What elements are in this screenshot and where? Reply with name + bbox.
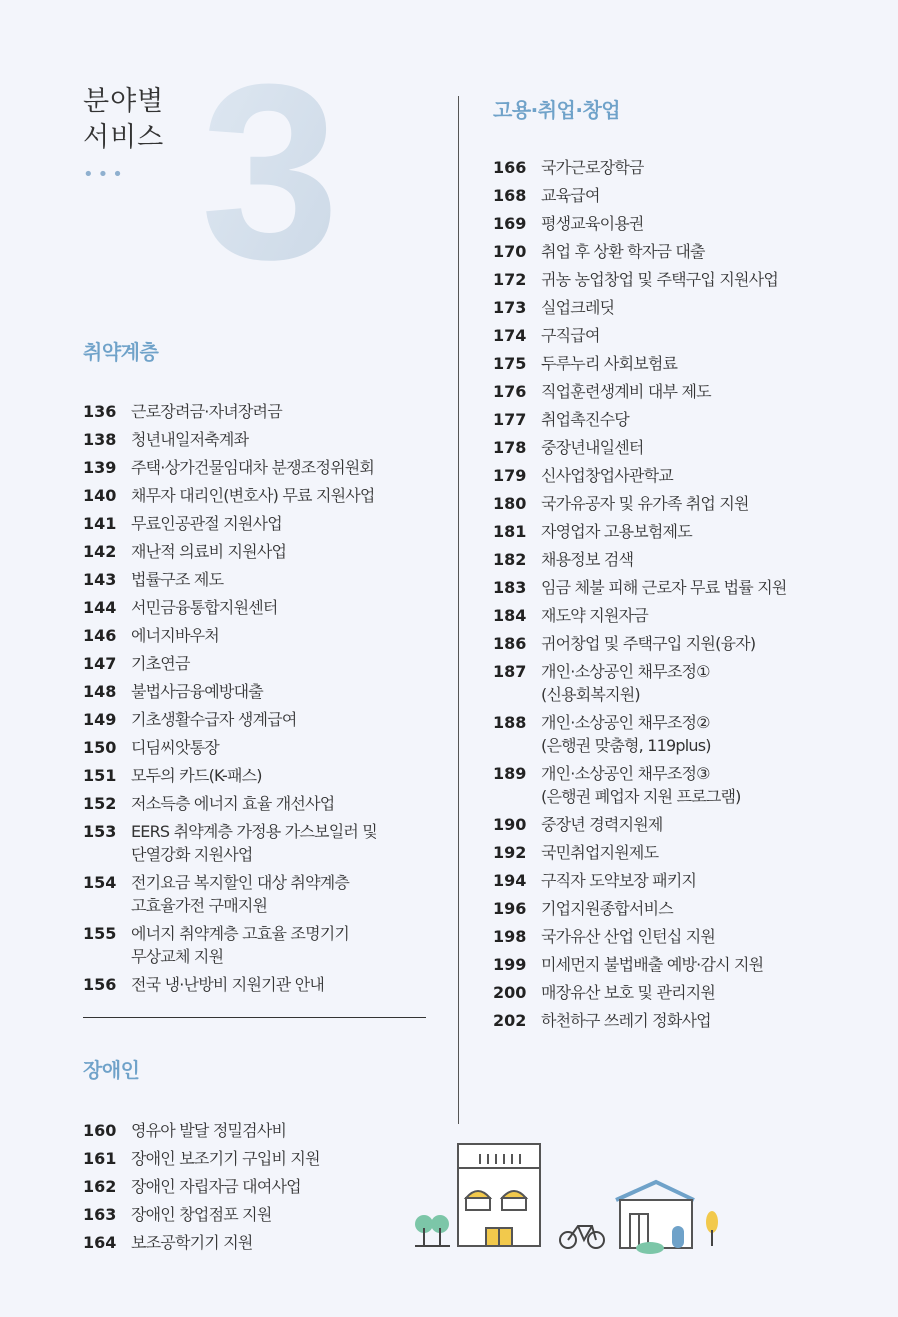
column-divider: [458, 96, 459, 1124]
entry-page-number: 200: [493, 983, 527, 1002]
entry-page-number: 150: [83, 738, 117, 757]
title-line-2: 서비스: [83, 122, 165, 153]
entry-page-number: 172: [493, 270, 527, 289]
entry-title: 기업지원종합서비스: [541, 899, 673, 918]
entry-item: [493, 660, 787, 706]
entry-page-number: 190: [493, 815, 527, 834]
entry-item: [493, 1009, 787, 1032]
entry-title: 취업 후 상환 학자금 대출: [541, 242, 705, 261]
entry-title: 저소득층 에너지 효율 개선사업: [131, 794, 335, 813]
chapter-number-graphic: [190, 58, 350, 308]
entry-title: 보조공학기기 지원: [131, 1233, 253, 1252]
entry-title: 장애인 자립자금 대여사업: [131, 1177, 301, 1196]
entry-page-number: 162: [83, 1177, 117, 1196]
entry-page-number: 166: [493, 158, 527, 177]
entry-item: [83, 1147, 320, 1170]
entry-item: [83, 596, 377, 619]
entry-page-number: 176: [493, 382, 527, 401]
entry-title: 임금 체불 피해 근로자 무료 법률 지원: [541, 578, 787, 597]
entry-item: [83, 428, 377, 451]
entry-page-number: 140: [83, 486, 117, 505]
entry-title: 자영업자 고용보험제도: [541, 522, 692, 541]
entry-title: 전국 냉·난방비 지원기관 안내: [131, 975, 325, 994]
entry-page-number: 198: [493, 927, 527, 946]
entry-item: [83, 922, 377, 968]
entry-title: 디딤씨앗통장: [131, 738, 219, 757]
entry-page-number: 192: [493, 843, 527, 862]
title-line-1: 분야별: [83, 86, 165, 117]
entry-item: [493, 841, 787, 864]
entry-title: 재도약 지원자금: [541, 606, 648, 625]
entry-title: 기초생활수급자 생계급여: [131, 710, 297, 729]
entry-page-number: 188: [493, 713, 527, 732]
entry-item: [83, 512, 377, 535]
entry-page-number: 186: [493, 634, 527, 653]
entry-item: [493, 296, 787, 319]
entry-page-number: 199: [493, 955, 527, 974]
section-disabled: [83, 1054, 320, 1259]
entry-item: [493, 981, 787, 1004]
entry-item: [493, 604, 787, 627]
entry-item: [83, 624, 377, 647]
entry-title: 직업훈련생계비 대부 제도: [541, 382, 711, 401]
entry-item: [83, 540, 377, 563]
entry-title: 평생교육이용권: [541, 214, 644, 233]
entry-page-number: 170: [493, 242, 527, 261]
entry-item: [493, 156, 787, 179]
entry-item: [493, 184, 787, 207]
entry-title: 근로장려금·자녀장려금: [131, 402, 282, 421]
entry-item: [83, 568, 377, 591]
entry-item: [493, 352, 787, 375]
entry-page-number: 196: [493, 899, 527, 918]
entry-title: 국가유산 산업 인턴십 지원: [541, 927, 716, 946]
entry-title: 채무자 대리인(변호사) 무료 지원사업: [131, 486, 375, 505]
small-tree-icon: [706, 1211, 718, 1246]
entry-page-number: 173: [493, 298, 527, 317]
trees-icon: [415, 1215, 450, 1246]
entry-page-number: 187: [493, 662, 527, 681]
entry-title: 귀어창업 및 주택구입 지원(융자): [541, 634, 756, 653]
entry-item: [493, 925, 787, 948]
entry-title: 매장유산 보호 및 관리지원: [541, 983, 716, 1002]
entry-page-number: 142: [83, 542, 117, 561]
entry-title: 구직자 도약보장 패키지: [541, 871, 697, 890]
entry-title: 모두의 카드(K-패스): [131, 766, 262, 785]
town-illustration: [410, 1136, 730, 1256]
entry-item: [493, 762, 787, 808]
entry-page-number: 149: [83, 710, 117, 729]
chapter-number: 3: [200, 58, 340, 308]
entry-title: 서민금융통합지원센터: [131, 598, 278, 617]
entry-title: 주택·상가건물임대차 분쟁조정위원회: [131, 458, 375, 477]
entry-item: [493, 408, 787, 431]
entry-title: 청년내일저축계좌: [131, 430, 249, 449]
entry-item: [83, 1175, 320, 1198]
entry-page-number: 183: [493, 578, 527, 597]
entry-title: 채용정보 검색: [541, 550, 634, 569]
entry-title: 미세먼지 불법배출 예방·감시 지원: [541, 955, 764, 974]
entry-title: 국민취업지원제도: [541, 843, 659, 862]
entry-item: [83, 736, 377, 759]
entry-page-number: 182: [493, 550, 527, 569]
entry-page-number: 136: [83, 402, 117, 421]
entry-item: [83, 680, 377, 703]
entry-item: [83, 871, 377, 917]
entry-item: [83, 1231, 320, 1254]
entry-list-disabled: [83, 1119, 320, 1254]
entry-page-number: 156: [83, 975, 117, 994]
entry-title: 기초연금: [131, 654, 190, 673]
entry-item: [83, 1203, 320, 1226]
entry-page-number: 155: [83, 924, 117, 943]
entry-item: [493, 268, 787, 291]
entry-item: [493, 548, 787, 571]
entry-title: 전기요금 복지할인 대상 취약계층 고효율가전 구매지원: [131, 873, 350, 915]
entry-title: 중장년내일센터: [541, 438, 644, 457]
entry-page-number: 141: [83, 514, 117, 533]
entry-title: 교육급여: [541, 186, 600, 205]
entry-page-number: 184: [493, 606, 527, 625]
entry-title: 구직급여: [541, 326, 600, 345]
section-employment: [493, 94, 787, 1037]
entry-page-number: 202: [493, 1011, 527, 1030]
entry-title: 개인·소상공인 채무조정③ (은행권 폐업자 지원 프로그램): [541, 764, 741, 806]
entry-item: [493, 520, 787, 543]
entry-item: [83, 820, 377, 866]
house-icon: [616, 1182, 694, 1254]
entry-page-number: 179: [493, 466, 527, 485]
entry-title: 개인·소상공인 채무조정② (은행권 맞춤형, 119plus): [541, 713, 711, 755]
entry-page-number: 138: [83, 430, 117, 449]
entry-title: 재난적 의료비 지원사업: [131, 542, 287, 561]
entry-title: 불법사금융예방대출: [131, 682, 263, 701]
entry-title: 장애인 보조기기 구입비 지원: [131, 1149, 320, 1168]
entry-page-number: 160: [83, 1121, 117, 1140]
entry-title: 중장년 경력지원제: [541, 815, 663, 834]
entry-title: 실업크레딧: [541, 298, 615, 317]
entry-page-number: 174: [493, 326, 527, 345]
bicycle-icon: [560, 1226, 604, 1248]
entry-title: 장애인 창업점포 지원: [131, 1205, 272, 1224]
entry-item: [493, 240, 787, 263]
entry-item: [493, 632, 787, 655]
entry-item: [493, 897, 787, 920]
entry-title: 국가근로장학금: [541, 158, 644, 177]
entry-page-number: 144: [83, 598, 117, 617]
entry-page-number: 151: [83, 766, 117, 785]
entry-title: 법률구조 제도: [131, 570, 224, 589]
entry-item: [493, 813, 787, 836]
entry-item: [83, 973, 377, 996]
entry-title: 하천하구 쓰레기 정화사업: [541, 1011, 711, 1030]
entry-page-number: 161: [83, 1149, 117, 1168]
entry-title: 에너지 취약계층 고효율 조명기기 무상교체 지원: [131, 924, 350, 966]
entry-item: [83, 764, 377, 787]
entry-item: [493, 324, 787, 347]
entry-title: EERS 취약계층 가정용 가스보일러 및 단열강화 지원사업: [131, 822, 377, 864]
entry-page-number: 148: [83, 682, 117, 701]
building-icon: [458, 1144, 540, 1246]
entry-item: [493, 212, 787, 235]
section-title-vulnerable: 취약계층: [83, 340, 159, 364]
entry-page-number: 178: [493, 438, 527, 457]
entry-title: 영유아 발달 정밀검사비: [131, 1121, 287, 1140]
entry-page-number: 153: [83, 822, 117, 841]
entry-title: 귀농 농업창업 및 주택구입 지원사업: [541, 270, 778, 289]
entry-title: 두루누리 사회보험료: [541, 354, 678, 373]
entry-item: [83, 1119, 320, 1142]
entry-item: [493, 380, 787, 403]
section-vulnerable: [83, 336, 377, 1001]
entry-page-number: 139: [83, 458, 117, 477]
entry-page-number: 154: [83, 873, 117, 892]
entry-page-number: 164: [83, 1233, 117, 1252]
entry-page-number: 163: [83, 1205, 117, 1224]
entry-item: [83, 652, 377, 675]
entry-item: [83, 400, 377, 423]
entry-title: 취업촉진수당: [541, 410, 629, 429]
entry-item: [493, 576, 787, 599]
entry-page-number: 175: [493, 354, 527, 373]
entry-list-employment: [493, 156, 787, 1032]
title-dots: •••: [83, 164, 127, 185]
entry-title: 국가유공자 및 유가족 취업 지원: [541, 494, 749, 513]
entry-page-number: 146: [83, 626, 117, 645]
entry-title: 에너지바우처: [131, 626, 219, 645]
entry-title: 무료인공관절 지원사업: [131, 514, 282, 533]
entry-page-number: 177: [493, 410, 527, 429]
entry-item: [493, 492, 787, 515]
entry-page-number: 169: [493, 214, 527, 233]
entry-item: [493, 953, 787, 976]
entry-page-number: 194: [493, 871, 527, 890]
entry-page-number: 147: [83, 654, 117, 673]
entry-item: [83, 792, 377, 815]
entry-list-vulnerable: [83, 400, 377, 996]
chapter-title: [83, 84, 164, 185]
section-title-employment: 고용·취업·창업: [493, 98, 621, 122]
entry-page-number: 143: [83, 570, 117, 589]
entry-page-number: 168: [493, 186, 527, 205]
entry-item: [83, 456, 377, 479]
entry-item: [493, 464, 787, 487]
entry-page-number: 181: [493, 522, 527, 541]
entry-page-number: 180: [493, 494, 527, 513]
entry-item: [83, 484, 377, 507]
entry-title: 신사업창업사관학교: [541, 466, 673, 485]
entry-page-number: 152: [83, 794, 117, 813]
entry-item: [493, 869, 787, 892]
entry-item: [493, 436, 787, 459]
entry-item: [493, 711, 787, 757]
entry-page-number: 189: [493, 764, 527, 783]
entry-title: 개인·소상공인 채무조정① (신용회복지원): [541, 662, 710, 704]
section-divider: [83, 1017, 426, 1018]
section-title-disabled: 장애인: [83, 1058, 140, 1082]
entry-item: [83, 708, 377, 731]
